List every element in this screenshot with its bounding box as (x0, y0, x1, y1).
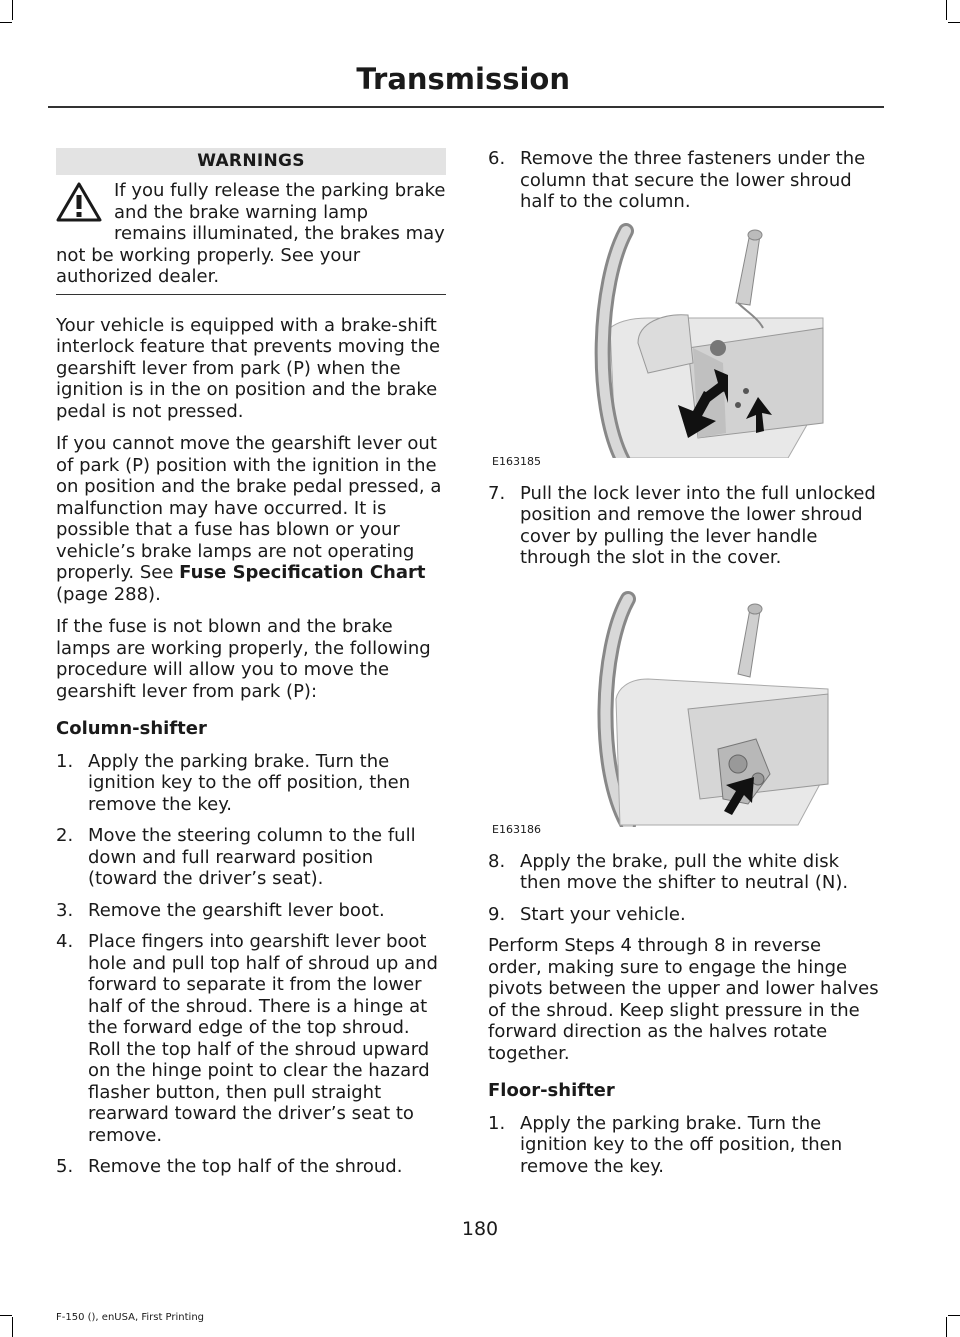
step-number: 8. (488, 850, 506, 872)
step-text: Apply the parking brake. Turn the ignition key to the off position, then remove the key. (88, 750, 411, 815)
crop-mark (948, 22, 960, 23)
list-item (488, 851, 880, 894)
step-number: 7. (488, 482, 506, 504)
crop-mark (12, 0, 13, 20)
warning-text: If you fully release the parking brake and the brake warning lamp remains illuminated, the brakes may not be working properly. See your authorized dealer. (56, 180, 446, 287)
list-item (56, 931, 446, 1146)
step-text: Move the steering column to the full down and full rearward position (toward the driver’s seat). (88, 825, 416, 889)
paragraph: If the fuse is not blown and the brake lamps are working properly, the following procedure will allow you to move the gearshift lever from park (P): (56, 616, 431, 702)
step-number: 9. (488, 903, 506, 925)
crop-mark (946, 1317, 947, 1337)
section-heading: Floor-shifter (488, 1080, 615, 1101)
page-title: Transmission (356, 62, 570, 96)
list-item (56, 825, 446, 890)
crop-mark (0, 1315, 12, 1316)
figure-code: E163185 (492, 455, 541, 468)
footer-text: F-150 (), enUSA, First Printing (56, 1312, 205, 1323)
warning-triangle-icon (56, 182, 102, 222)
warnings-heading: WARNINGS (56, 148, 446, 175)
step-list (56, 751, 446, 1178)
section-heading: Column-shifter (56, 718, 207, 739)
list-item (488, 483, 880, 569)
list-item (488, 904, 880, 926)
right-column (488, 148, 880, 1187)
warning-box (56, 175, 446, 288)
step-text: Remove the top half of the shroud. (88, 1156, 403, 1177)
figure-code: E163186 (492, 823, 541, 836)
step-text: Apply the parking brake. Turn the ignition key to the off position, then remove the key. (520, 1112, 843, 1177)
title-divider (48, 106, 884, 108)
page-number: 180 (461, 1218, 499, 1240)
step-number: 5. (56, 1156, 74, 1177)
step-text: Remove the three fasteners under the column that secure the lower shroud half to the column. (520, 148, 866, 212)
step-number: 3. (56, 899, 74, 921)
steering-column-illustration-lock-lever (488, 579, 880, 841)
step-number: 4. (56, 931, 74, 952)
step-text: Apply the brake, pull the white disk then move the shifter to neutral (N). (520, 850, 849, 893)
step-number: 1. (56, 750, 74, 772)
paragraph: Perform Steps 4 through 8 in reverse order, making sure to engage the hinge pivots between the upper and lower halves of the shroud. Keep slight pressure in the forward direction as the halves rotate together. (488, 935, 879, 1064)
step-text: Pull the lock lever into the full unlocked position and remove the lower shroud cover by pulling the lever handle through the slot in the cover. (520, 482, 876, 568)
step-number: 2. (56, 825, 74, 846)
step-list (488, 483, 880, 569)
step-text: Start your vehicle. (520, 903, 686, 925)
step-list (488, 851, 880, 926)
crop-mark (948, 1315, 960, 1316)
paragraph: Your vehicle is equipped with a brake-shift interlock feature that prevents moving the gearshift lever from park (P) when the ignition is in the on position and the brake pedal is not pressed. (56, 314, 441, 422)
list-item (56, 900, 446, 922)
list-item (56, 751, 446, 816)
step-text: Place fingers into gearshift lever boot hole and pull top half of shroud up and forward to separate it from the lower half of the shroud. There is a hinge at the forward edge of the top shroud. Roll the top half of the shroud upward on the hinge point to clear the hazard flasher button, then pull straight rearward toward the driver’s seat to remove. (88, 931, 438, 1146)
crop-mark (0, 22, 12, 23)
crop-mark (12, 1317, 13, 1337)
column-fasteners-drawing (488, 223, 880, 458)
list-item (488, 1113, 880, 1178)
paragraph-text: If you cannot move the gearshift lever out of park (P) position with the ignition in the on position and the brake pedal pressed, a malfunction may have occurred. It is possible that a fuse has blown or your vehicle’s brake lamps are not operating properly. See (56, 433, 442, 583)
step-number: 1. (488, 1112, 506, 1134)
list-item (488, 148, 880, 213)
crop-mark (946, 0, 947, 20)
step-number: 6. (488, 148, 506, 169)
step-list (488, 1113, 880, 1178)
warning-divider (56, 294, 446, 295)
list-item (56, 1156, 446, 1178)
step-text: Remove the gearshift lever boot. (88, 899, 385, 921)
paragraph (56, 433, 446, 605)
left-column (56, 148, 446, 1188)
step-list (488, 148, 880, 213)
lock-lever-drawing (488, 579, 880, 827)
cross-reference-link[interactable]: Fuse Specification Chart (179, 562, 426, 583)
paragraph-text: (page 288). (56, 583, 161, 605)
steering-column-illustration-fasteners (488, 223, 880, 473)
